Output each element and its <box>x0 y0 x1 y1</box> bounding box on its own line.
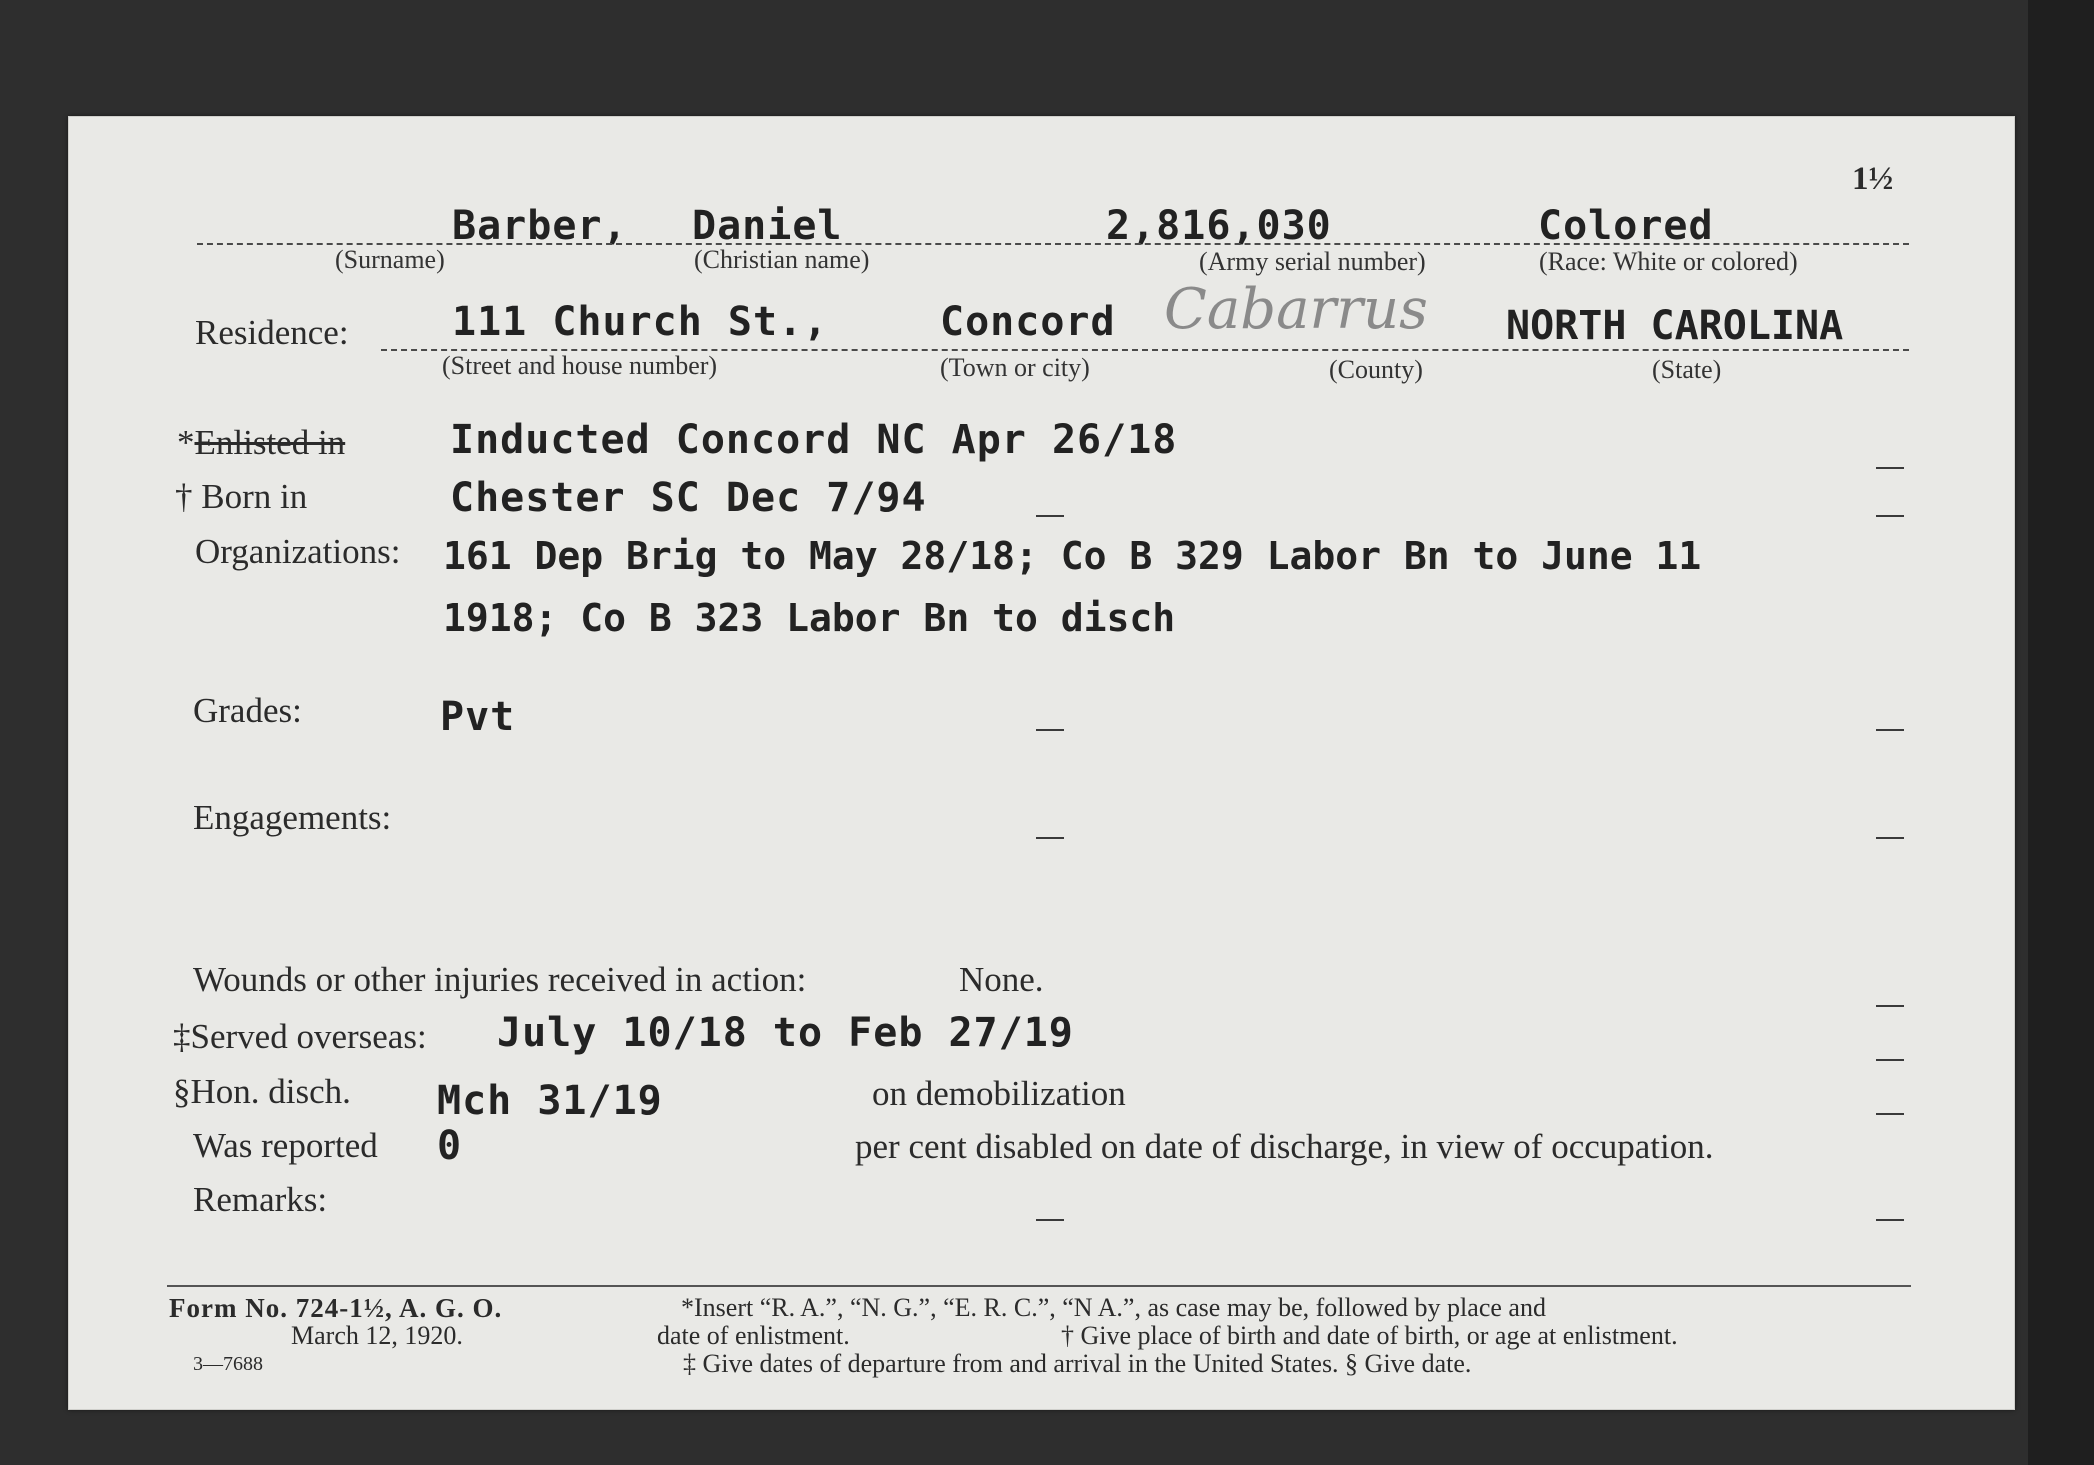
remarks-end-dash <box>1876 1219 1904 1221</box>
reported-value: 0 <box>437 1123 463 1169</box>
overseas-label-text: Served overseas: <box>190 1017 427 1056</box>
race-value: Colored <box>1538 203 1714 249</box>
born-end-dash <box>1876 515 1904 517</box>
wounds-label: Wounds or other injuries received in action: <box>193 960 807 999</box>
remarks-mid-dash <box>1036 1219 1064 1221</box>
hon-disch-label <box>173 1072 351 1112</box>
reported-suffix: per cent disabled on date of discharge, in view of occupation. <box>855 1127 1714 1166</box>
engagements-mid-dash <box>1036 837 1064 839</box>
hon-disch-value: Mch 31/19 <box>437 1078 663 1124</box>
organizations-line-1: 161 Dep Brig to May 28/18; Co B 329 Labor Bn to June 11 <box>443 534 1702 578</box>
enlisted-star-mark: * <box>177 423 195 462</box>
form-date: March 12, 1920. <box>291 1321 463 1350</box>
reported-label: Was reported <box>193 1126 378 1165</box>
footnote-line-2b: † Give place of birth and date of birth, or age at enlistment. <box>1061 1321 1678 1350</box>
enlisted-label <box>177 423 345 463</box>
footnote-line-3: ‡ Give dates of departure from and arrival in the United States. § Give date. <box>683 1349 1472 1378</box>
wounds-end-dash <box>1876 1005 1904 1007</box>
race-caption: (Race: White or colored) <box>1539 247 1798 276</box>
county-caption: (County) <box>1329 355 1423 384</box>
footnote-line-2a: date of enlistment. <box>657 1321 850 1350</box>
grades-end-dash <box>1876 729 1904 731</box>
residence-label: Residence: <box>195 313 349 352</box>
organizations-label: Organizations: <box>195 532 401 571</box>
street-value: 111 Church St., <box>452 299 829 345</box>
footer-rule <box>167 1285 1911 1287</box>
card-fraction: 1½ <box>1852 161 1894 197</box>
service-record-card <box>68 116 2015 1410</box>
born-mid-dash <box>1036 515 1064 517</box>
street-caption: (Street and house number) <box>442 351 718 380</box>
overseas-end-dash <box>1876 1059 1904 1061</box>
enlisted-end-dash <box>1876 467 1904 469</box>
enlisted-value: Inducted Concord NC Apr 26/18 <box>450 417 1178 463</box>
born-value: Chester SC Dec 7/94 <box>450 475 927 521</box>
surname-value: Barber, <box>452 203 628 249</box>
overseas-value: July 10/18 to Feb 27/19 <box>497 1010 1074 1056</box>
state-caption: (State) <box>1652 355 1722 384</box>
wounds-value: None. <box>959 960 1044 999</box>
serial-number-caption: (Army serial number) <box>1199 247 1426 276</box>
town-value: Concord <box>940 299 1116 345</box>
overseas-dagger-mark: ‡ <box>173 1017 191 1056</box>
hon-disch-end-dash <box>1876 1113 1904 1115</box>
engagements-label: Engagements: <box>193 798 392 837</box>
print-code: 3—7688 <box>193 1353 263 1375</box>
overseas-label <box>173 1017 427 1057</box>
christian-name-value: Daniel <box>692 203 843 249</box>
born-label-text: Born in <box>201 477 308 516</box>
remarks-label: Remarks: <box>193 1180 328 1219</box>
born-dagger-mark: † <box>175 477 193 516</box>
hon-disch-suffix: on demobilization <box>872 1074 1126 1113</box>
county-handwritten-value: Cabarrus <box>1164 277 1428 342</box>
town-caption: (Town or city) <box>940 353 1090 382</box>
footnote-line-1: *Insert “R. A.”, “N. G.”, “E. R. C.”, “N A.”, as case may be, followed by place and <box>681 1293 1546 1322</box>
hon-disch-label-text: Hon. disch. <box>190 1072 351 1111</box>
christian-name-caption: (Christian name) <box>694 245 870 274</box>
dark-background-edge <box>2028 0 2094 1465</box>
surname-caption: (Surname) <box>335 245 445 274</box>
grades-value: Pvt <box>440 694 516 740</box>
form-number: Form No. 724-1½, A. G. O. <box>169 1293 503 1323</box>
enlisted-struck-label: Enlisted in <box>194 423 346 462</box>
grades-mid-dash <box>1036 729 1064 731</box>
engagements-end-dash <box>1876 837 1904 839</box>
grades-label: Grades: <box>193 691 302 730</box>
born-label <box>175 477 307 517</box>
serial-number-value: 2,816,030 <box>1106 203 1332 249</box>
organizations-line-2: 1918; Co B 323 Labor Bn to disch <box>443 596 1176 640</box>
hon-disch-section-mark: § <box>173 1072 191 1111</box>
name-line-rule <box>197 243 1909 245</box>
state-value: NORTH CAROLINA <box>1506 303 1844 349</box>
